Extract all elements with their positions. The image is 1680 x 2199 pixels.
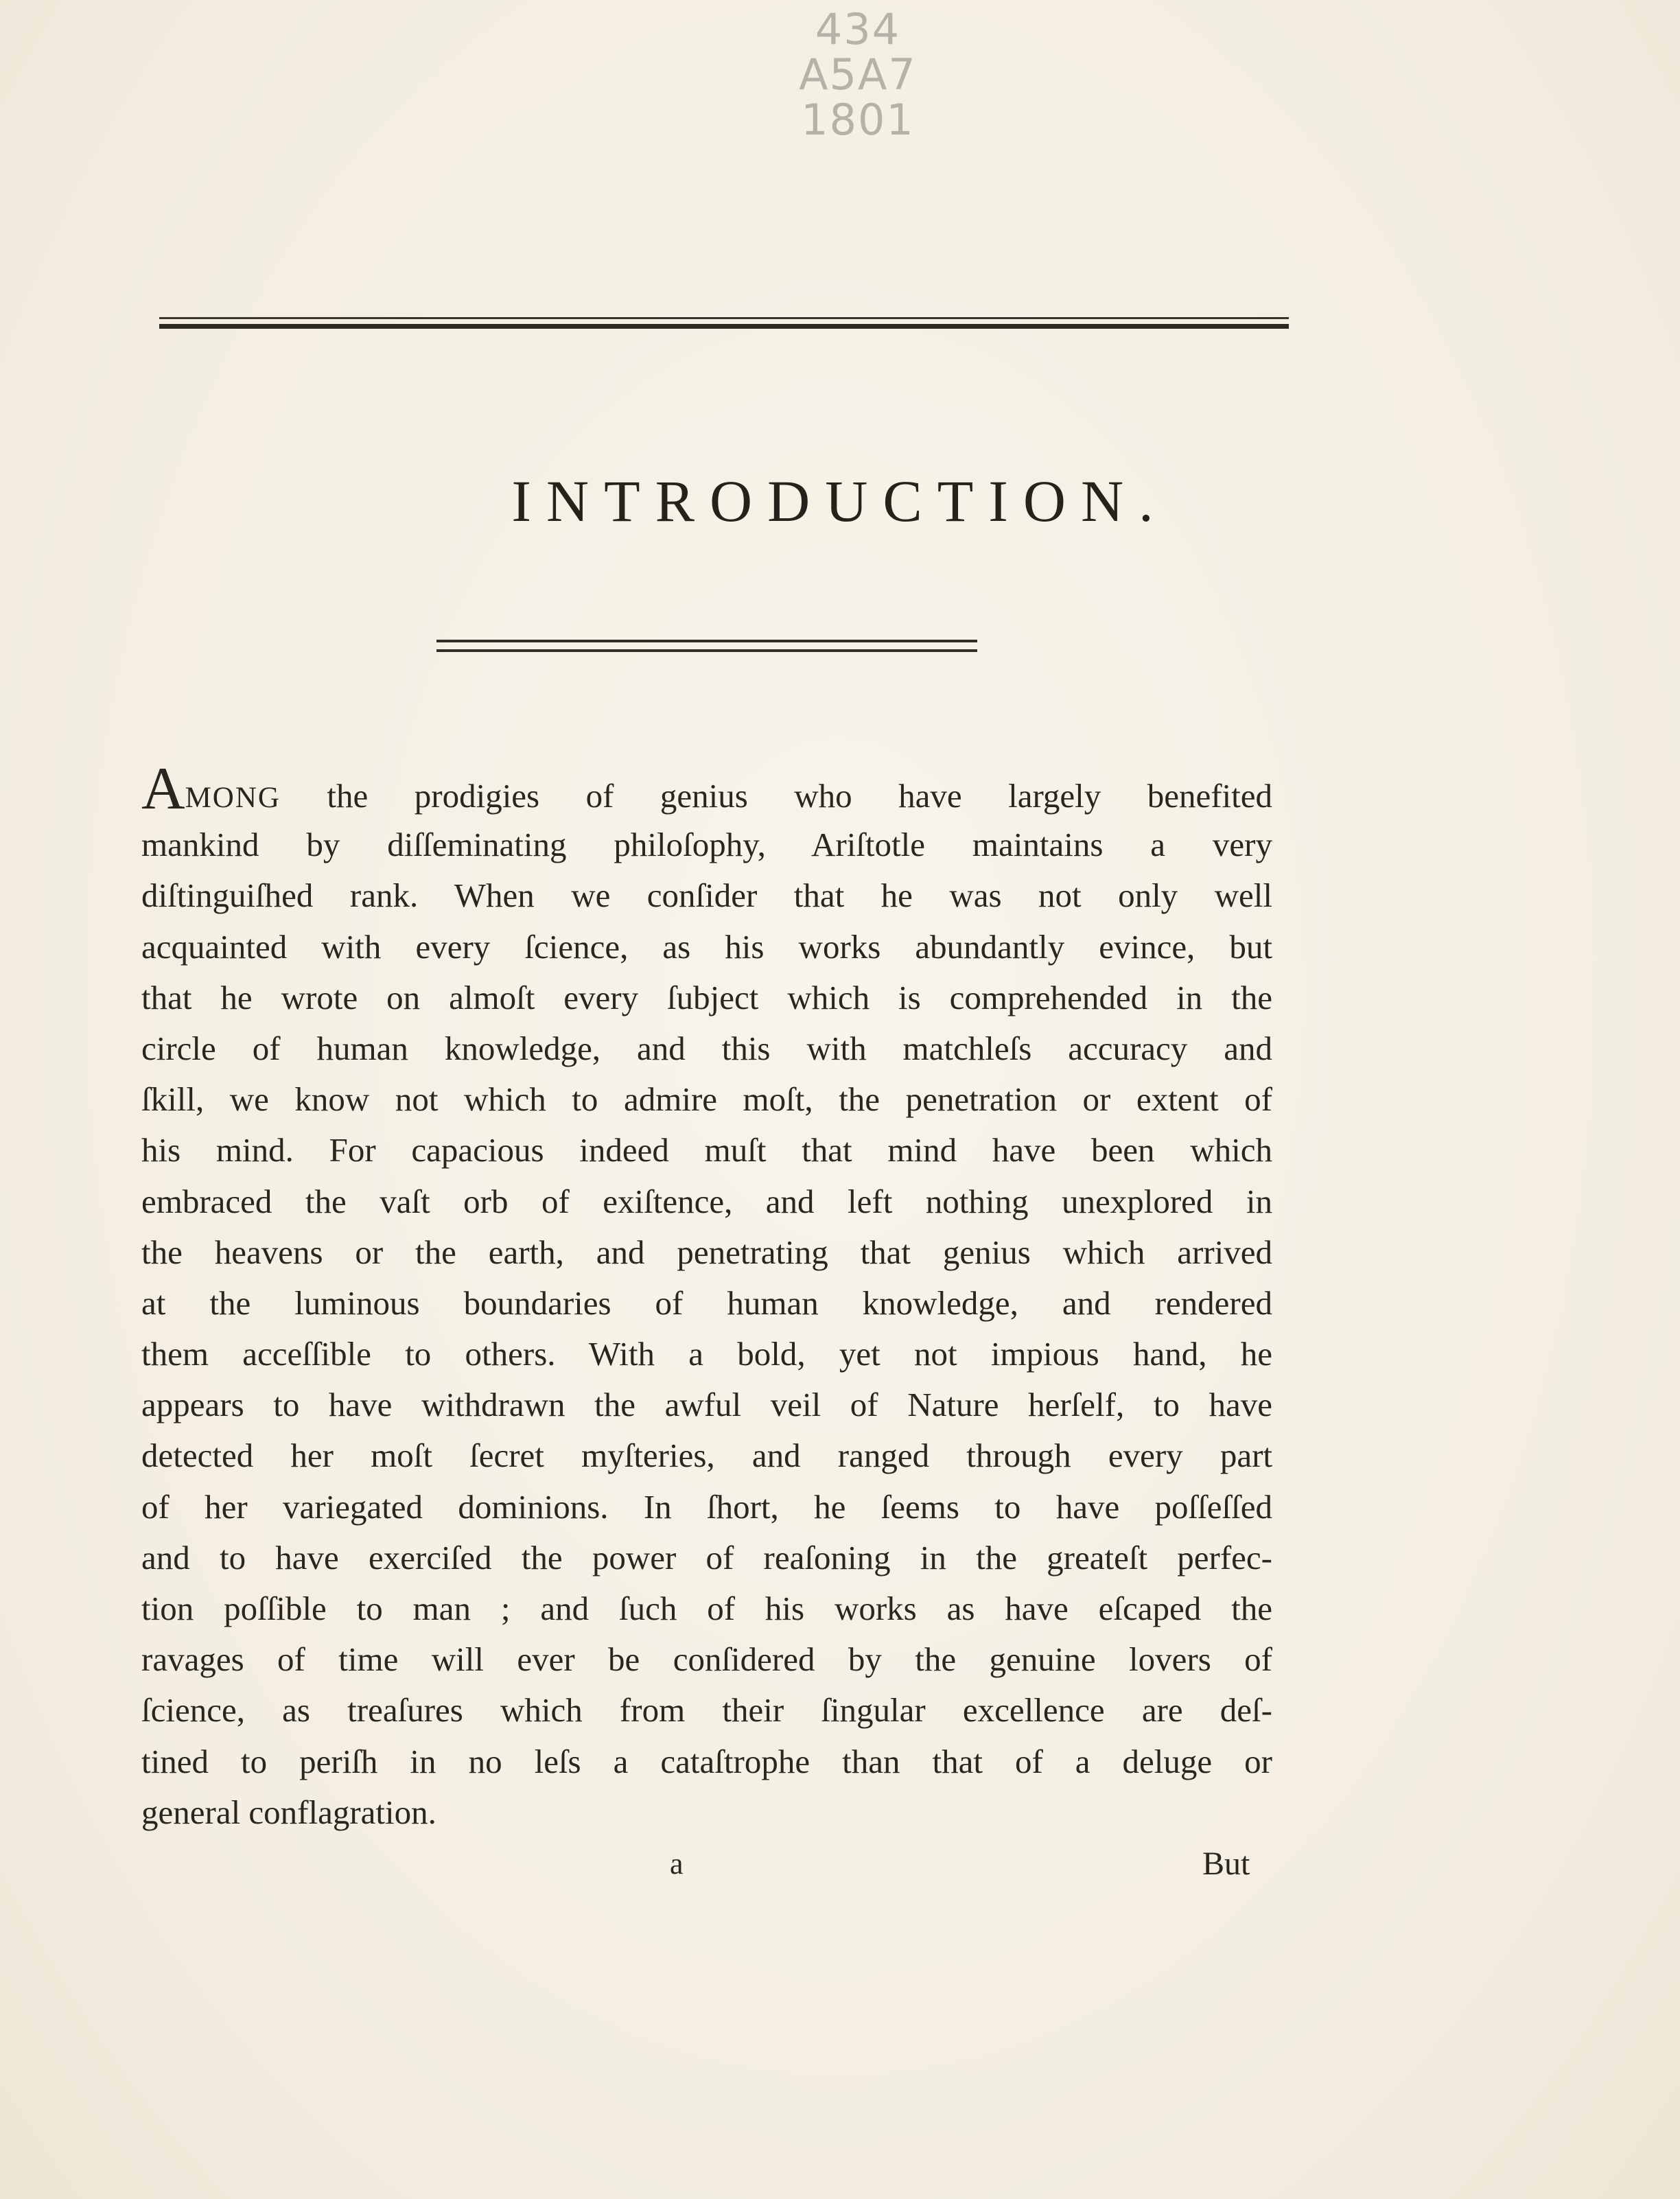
- text-line-17: tion poſſible to man ; and ſuch of his works as have eſcaped the: [141, 1590, 1272, 1627]
- text-line-7: ſkill, we know not which to admire moſt, the penetration or extent of: [141, 1080, 1272, 1119]
- text-line-19: ſcience, as treaſures which from their ſingular excellence are deſ-: [141, 1691, 1272, 1730]
- text-line-11: at the luminous boundaries of human knowledge, and rendered: [141, 1283, 1272, 1322]
- title-double-rule: [436, 640, 977, 655]
- text-line-10: the heavens or the earth, and penetrating that genius which arrived: [141, 1233, 1272, 1271]
- text-line-3: diſtinguiſhed rank. When we conſider that he was not only well: [141, 876, 1272, 915]
- top-rule-thick: [159, 324, 1289, 329]
- text-line-8: his mind. For capacious indeed muſt that mind have been which: [141, 1131, 1272, 1170]
- text-line-20: tined to periſh in no leſs a cataſtrophe than that of a deluge or: [141, 1742, 1272, 1780]
- drop-cap: A: [141, 756, 185, 822]
- top-double-rule: [159, 317, 1289, 332]
- catchword: But: [1202, 1846, 1250, 1882]
- shelfmark-line-2: A5A7: [799, 49, 917, 100]
- text-line-6: circle of human knowledge, and this with matchleſs accuracy and: [141, 1029, 1272, 1067]
- text-line-16: and to have exerciſed the power of reaſoning in the greateſt perfec-: [141, 1538, 1272, 1576]
- text-line-13: appears to have withdrawn the awful veil of Nature herſelf, to have: [141, 1386, 1272, 1424]
- signature-mark: a: [670, 1847, 684, 1881]
- shelfmark-line-3: 1801: [801, 95, 915, 145]
- text-line-12: them acceſſible to others. With a bold, yet not impious hand, he: [141, 1335, 1272, 1373]
- text-line-21: general conflagration.: [141, 1793, 436, 1831]
- text-line-5: that he wrote on almoſt every ſubject which is comprehended in the: [141, 978, 1272, 1016]
- text-line-9: embraced the vaſt orb of exiſtence, and left nothing unexplored in: [141, 1182, 1272, 1220]
- text-line-2: mankind by diſſeminating philoſophy, Ariſtotle maintains a very: [141, 826, 1272, 864]
- handwritten-shelfmark: [775, 4, 940, 145]
- chapter-title: INTRODUCTION.: [511, 468, 1169, 534]
- text-line-1: AMONG the prodigies of genius who have largely benefited: [141, 756, 1272, 822]
- shelfmark-line-1: 434: [815, 4, 901, 54]
- first-word-smallcaps: MONG: [185, 782, 281, 814]
- text-line-15: of her variegated dominions. In ſhort, he ſeems to have poſſeſſed: [141, 1487, 1272, 1526]
- top-rule-thin: [159, 317, 1289, 319]
- text-line-14: detected her moſt ſecret myſteries, and ranged through every part: [141, 1436, 1272, 1475]
- body-paragraph: [141, 756, 1272, 1838]
- text-line-4: acquainted with every ſcience, as his works abundantly evince, but: [141, 927, 1272, 966]
- text-line-18: ravages of time will ever be conſidered by the genuine lovers of: [141, 1640, 1272, 1679]
